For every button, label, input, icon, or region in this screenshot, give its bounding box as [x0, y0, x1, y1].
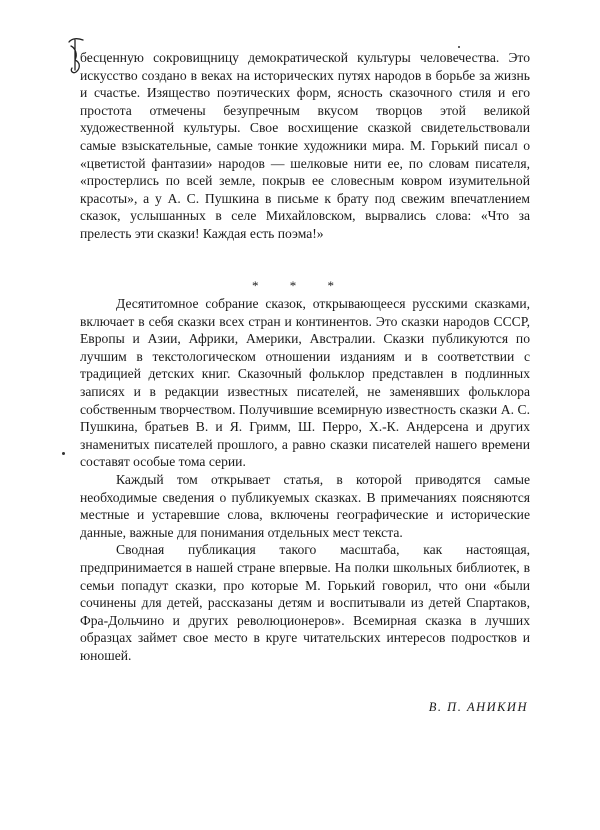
author-signature: В. П. АНИКИН [428, 700, 528, 714]
intro-section [80, 49, 530, 243]
body-paragraph-1: Десятитомное собрание сказок, открывающееся русскими сказками, включает в себя сказки всех стран и континентов. Это сказки народов СССР, Европы и Азии, Африки, Америки, Австралии. Сказки публикуются по лучшим в текстологическом отношении изданиям и в соответствии с традицией детских книг. Сказочный фольклор представлен в подлинных записях и в редакции известных писателей, не заменявших фольклора собственным творчеством. Получившие всемирную известность сказки А. С. Пушкина, братьев В. и Я. Гримм, Ш. Перро, Х.-К. Андерсена и других знаменитых писателей прошлого, а равно сказки писателей нашего времени составят особые тома серии. [80, 296, 530, 470]
print-speck [62, 452, 65, 455]
body-section [80, 295, 530, 664]
intro-paragraph: бесценную сокровищницу демократической культуры человечества. Это искусство создано в веках на исторических путях народов в борьбе за жизнь и счастье. Изящество поэтических форм, ясность сказочного стиля и его простота отмечены безупречным вкусом творцов этой великой художественной культуры. Свое восхищение сказкой свидетельствовали самые взыскательные, самые тонкие художники мира. М. Горький писал о «цветистой фантазии» народов — шелковые нити ее, по словам писателя, «простерлись по всей земле, покрыв ее словесным ковром изумительной красоты», а у А. С. Пушкина в письме к брату под свежим впечатлением сказок, услышанных в селе Михайловском, вырвались слова: «Что за прелесть эти сказки! Каждая есть поэма!» [80, 50, 530, 241]
section-separator: * * * [252, 278, 348, 293]
body-paragraph-2: Каждый том открывает статья, в которой приводятся самые необходимые сведения о публикуемых сказках. В примечаниях поясняются местные и устаревшие слова, включены географические и исторические данные, важные для понимания отдельных мест текста. [80, 471, 530, 540]
print-speck [458, 46, 460, 48]
body-paragraph-3: Сводная публикация такого масштаба, как настоящая, предпринимается в нашей стране впервые. На полки школьных библиотек, в семьи попадут сказки, про которые М. Горький говорил, что они «были сочинены для детей, рассказаны детям и воспитывали из детей Спартаков, Фра-Дольчино и других революционеров». Всемирная сказка в лучших образцах займет свое место в круге читательских интересов подростков и юношей. [80, 542, 530, 663]
